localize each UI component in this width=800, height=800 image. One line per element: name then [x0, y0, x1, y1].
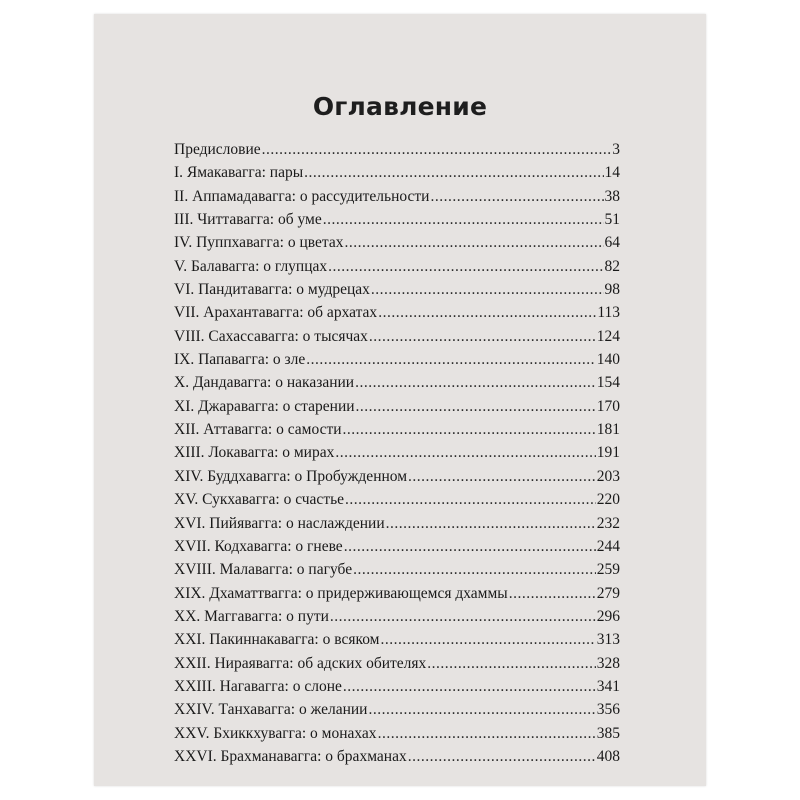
toc-entry-title: VIII. Сахассавагга: о тысячах: [174, 327, 368, 345]
toc-entry: [174, 444, 620, 467]
toc-entry-page: 328: [596, 654, 620, 672]
toc-leader-dots: [378, 304, 596, 322]
toc-entry-title: I. Ямакавагга: пары: [174, 164, 304, 182]
toc-leader-dots: [335, 444, 595, 462]
toc-leader-dots: [343, 421, 596, 439]
toc-entry-title: IX. Папавагга: о зле: [174, 351, 306, 369]
toc-entry-title: XVI. Пийявагга: о наслаждении: [174, 514, 385, 532]
toc-leader-dots: [509, 585, 596, 603]
toc-entry: [174, 585, 620, 608]
toc-entry-title: X. Дандавагга: о наказании: [174, 374, 355, 392]
toc-entry-page: 38: [604, 187, 620, 205]
toc-entry: [174, 678, 620, 701]
toc-entry-title: XXVI. Брахманавагга: о брахманах: [174, 747, 407, 765]
toc-entry-title: XV. Сукхавагга: о счастье: [174, 491, 345, 509]
toc-entry: [174, 351, 620, 374]
toc-entry-page: 14: [604, 164, 620, 182]
toc-leader-dots: [369, 328, 596, 346]
toc-entry: [174, 281, 620, 304]
toc-entry: [174, 608, 620, 631]
toc-entry: [174, 701, 620, 724]
toc-entry-page: 191: [596, 444, 620, 462]
toc-entry-page: 154: [596, 374, 620, 392]
toc-entry: [174, 258, 620, 281]
toc-leader-dots: [408, 468, 596, 486]
toc-entry-page: 279: [596, 584, 620, 602]
toc-entry-title: V. Балавагга: о глупцах: [174, 257, 328, 275]
toc-entry-title: XXI. Пакиннакавагга: о всяком: [174, 631, 380, 649]
toc-entry: [174, 164, 620, 187]
page-title: Оглавление: [312, 92, 488, 121]
toc-entry: [174, 491, 620, 514]
toc-entry-page: 82: [604, 257, 620, 275]
toc-entry-title: XXV. Бхиккхувагга: о монахах: [174, 724, 377, 742]
toc-entry-page: 244: [596, 537, 620, 555]
toc-entry-page: 232: [596, 514, 620, 532]
toc-leader-dots: [427, 655, 595, 673]
toc-leader-dots: [355, 374, 596, 392]
toc-entry-title: XIV. Буддхавагга: о Пробужденном: [174, 467, 408, 485]
toc-entry-page: 341: [596, 677, 620, 695]
toc-entry-title: XVIII. Малавагга: о пагубе: [174, 561, 353, 579]
toc-entry-page: 259: [596, 561, 620, 579]
toc-entry-page: 51: [604, 211, 620, 229]
toc-leader-dots: [262, 141, 612, 159]
toc-leader-dots: [380, 631, 595, 649]
toc-entry-page: 3: [612, 141, 620, 158]
toc-leader-dots: [430, 188, 603, 206]
toc-entry-title: II. Аппамадавагга: о рассудительности: [174, 187, 430, 205]
toc-leader-dots: [343, 678, 596, 696]
toc-leader-dots: [378, 725, 596, 743]
toc-entry-title: IV. Пуппхавагга: о цветах: [174, 234, 344, 252]
toc-entry-page: 313: [596, 631, 620, 649]
toc-entry-page: 124: [596, 327, 620, 345]
toc-entry: [174, 374, 620, 397]
toc-entry: [174, 141, 620, 164]
toc-entry: [174, 748, 620, 771]
toc-leader-dots: [344, 234, 603, 252]
table-of-contents: [174, 141, 620, 771]
toc-entry-page: 140: [596, 351, 620, 369]
toc-leader-dots: [323, 211, 604, 229]
toc-leader-dots: [371, 281, 604, 299]
toc-entry: [174, 211, 620, 234]
toc-entry-title: XXII. Нираявагга: об адских обителях: [174, 654, 427, 672]
toc-entry-title: XII. Аттавагга: о самости: [174, 421, 342, 439]
toc-entry-title: VI. Пандитавагга: о мудрецах: [174, 281, 370, 299]
toc-entry: [174, 328, 620, 351]
toc-entry: [174, 188, 620, 211]
toc-entry: [174, 631, 620, 654]
toc-leader-dots: [408, 748, 596, 766]
toc-entry: [174, 398, 620, 421]
toc-entry: [174, 234, 620, 257]
toc-entry-title: XIII. Локавагга: о мирах: [174, 444, 335, 462]
toc-leader-dots: [353, 561, 596, 579]
toc-entry-title: Предисловие: [174, 141, 261, 158]
toc-entry: [174, 421, 620, 444]
toc-leader-dots: [345, 491, 596, 509]
toc-entry: [174, 655, 620, 678]
toc-entry-page: 296: [596, 607, 620, 625]
toc-entry-page: 98: [604, 281, 620, 299]
toc-leader-dots: [356, 398, 596, 416]
toc-entry: [174, 561, 620, 584]
toc-entry-page: 113: [597, 304, 620, 322]
toc-entry-page: 170: [596, 397, 620, 415]
toc-leader-dots: [386, 515, 596, 533]
toc-leader-dots: [330, 608, 596, 626]
toc-entry-page: 203: [596, 467, 620, 485]
toc-entry-page: 220: [596, 491, 620, 509]
toc-entry-title: XXIII. Нагавагга: о слоне: [174, 677, 342, 695]
toc-entry-page: 64: [604, 234, 620, 252]
toc-leader-dots: [344, 538, 596, 556]
toc-entry-page: 356: [596, 701, 620, 719]
toc-entry: [174, 468, 620, 491]
toc-entry-title: VII. Арахантавагга: об архатах: [174, 304, 378, 322]
toc-entry-title: XVII. Кодхавагга: о гневе: [174, 537, 343, 555]
toc-leader-dots: [328, 258, 603, 276]
toc-entry-title: XIX. Дхаматтвагга: о придерживающемся дхаммы: [174, 584, 508, 602]
toc-entry-page: 408: [596, 747, 620, 765]
toc-entry: [174, 725, 620, 748]
toc-entry-title: XX. Маггавагга: о пути: [174, 607, 329, 625]
toc-entry-title: XI. Джаравагга: о старении: [174, 397, 355, 415]
toc-entry-page: 385: [596, 724, 620, 742]
toc-leader-dots: [304, 164, 603, 182]
toc-entry: [174, 538, 620, 561]
toc-entry-page: 181: [596, 421, 620, 439]
toc-entry-title: XXIV. Танхавагга: о желании: [174, 701, 368, 719]
toc-entry: [174, 515, 620, 538]
toc-leader-dots: [306, 351, 595, 369]
toc-entry: [174, 304, 620, 327]
toc-leader-dots: [368, 701, 595, 719]
toc-entry-title: III. Читтавагга: об уме: [174, 211, 322, 229]
book-page: [94, 14, 706, 786]
